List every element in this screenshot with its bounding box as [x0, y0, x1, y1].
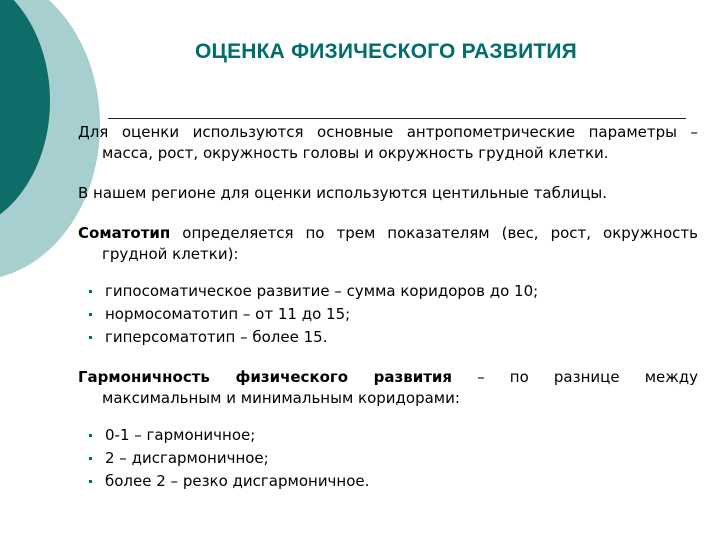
slide-title: ОЦЕНКА ФИЗИЧЕСКОГО РАЗВИТИЯ [195, 40, 577, 63]
list-item [78, 448, 698, 469]
list-item [78, 471, 698, 492]
list-item-text: более 2 – резко дисгармоничное. [105, 472, 370, 490]
somatotype-term: Соматотип [78, 224, 171, 242]
somatotype-paragraph [78, 223, 698, 265]
region-paragraph: В нашем регионе для оценки используются центильные таблицы. [78, 184, 608, 202]
list-item-text: 0-1 – гармоничное; [105, 426, 256, 444]
bullet-icon [89, 336, 92, 339]
list-item [78, 281, 698, 302]
title-divider [108, 118, 686, 119]
slide-body [78, 122, 698, 511]
harmony-paragraph [78, 367, 698, 409]
list-item-text: нормосоматотип – от 11 до 15; [105, 305, 351, 323]
harmony-term: Гармоничность физического развития [78, 368, 453, 386]
list-item [78, 304, 698, 325]
list-item-text: 2 – дисгармоничное; [105, 449, 269, 467]
harmony-list [78, 425, 698, 492]
bullet-icon [89, 480, 92, 483]
list-item [78, 425, 698, 446]
list-item [78, 327, 698, 348]
bullet-icon [89, 457, 92, 460]
list-item-text: гипосоматическое развитие – сумма коридоров до 10; [105, 282, 539, 300]
bullet-icon [89, 434, 92, 437]
harmony-definition: – по разнице между максимальным и минимальным коридорами: [102, 368, 698, 407]
somatotype-list [78, 281, 698, 348]
somatotype-definition: определяется по трем показателям (вес, рост, окружность грудной клетки): [102, 224, 698, 263]
intro-paragraph: Для оценки используются основные антропометрические параметры – масса, рост, окружность головы и окружность грудной клетки. [78, 123, 698, 162]
bullet-icon [89, 290, 92, 293]
bullet-icon [89, 313, 92, 316]
list-item-text: гиперсоматотип – более 15. [105, 328, 328, 346]
